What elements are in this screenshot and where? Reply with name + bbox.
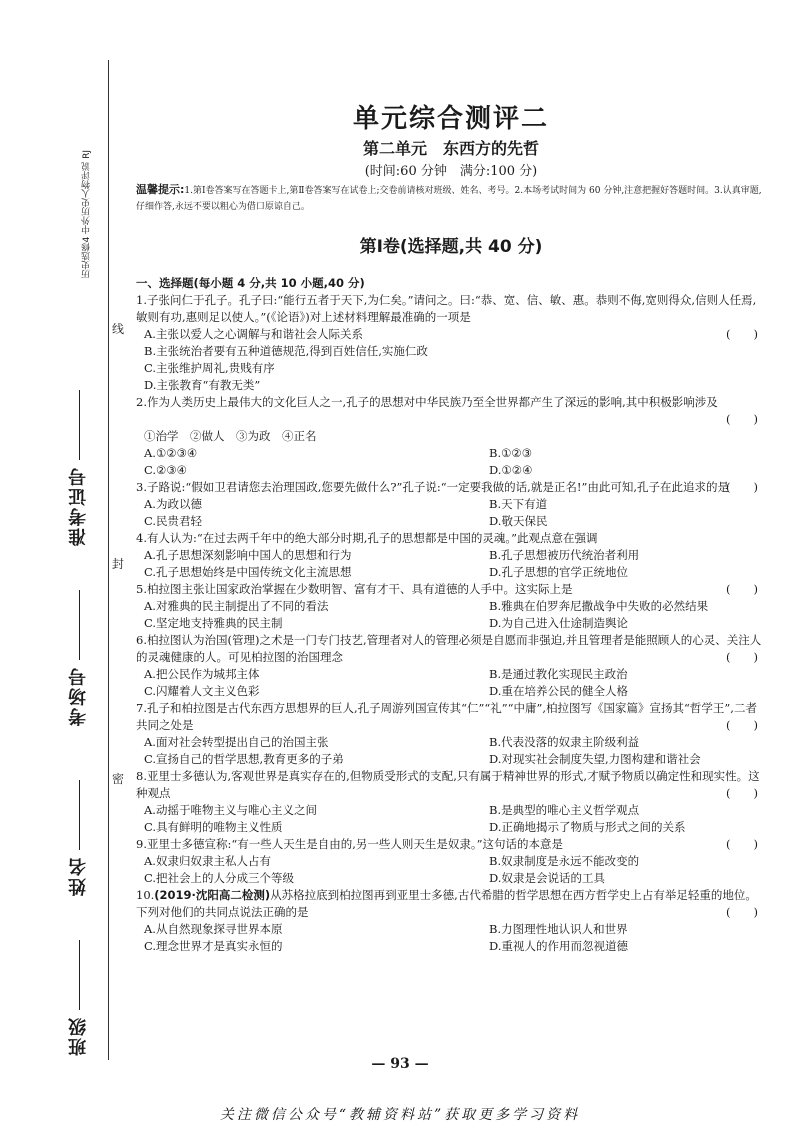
question-6 [136, 632, 766, 700]
exam-room-field[interactable]: 考场号 [66, 590, 96, 726]
option[interactable]: A.把公民作为城邦主体 [144, 667, 260, 681]
options [136, 853, 766, 887]
question-stem: 8.亚里士多德认为,客观世界是真实存在的,但物质受形式的支配,只有属于精神世界的形式,才赋予物质以确定性和现实性。这种观点 [136, 769, 760, 800]
exam-id-field[interactable]: 准考证号 [66, 390, 96, 546]
question-4 [136, 530, 766, 581]
question-stem: 9.亚里士多德宣称:“有一些人天生是自由的,另一些人则天生是奴隶。”这句话的本意是 ( ) [136, 837, 758, 851]
option[interactable]: D.孔子思想的官学正统地位 [489, 565, 628, 579]
answer-blank[interactable]: ( ) [726, 837, 758, 851]
name-field[interactable]: 姓名 [66, 780, 96, 896]
answer-blank[interactable]: ( ) [726, 905, 758, 919]
answer-blank[interactable]: ( ) [726, 582, 758, 596]
cut-mark-secret: 密 [112, 772, 125, 786]
tips-label: 温馨提示: [136, 183, 185, 196]
question-8 [136, 768, 766, 836]
answer-blank[interactable]: ( ) [726, 327, 758, 341]
option[interactable]: A.动摇于唯物主义与唯心主义之间 [144, 803, 317, 817]
question-7 [136, 700, 766, 768]
option[interactable]: C.闪耀着人文主义色彩 [144, 684, 260, 698]
statement-list: ①治学 ②做人 ③为政 ④正名 [144, 429, 317, 443]
option[interactable]: D.为自己进入仕途制造舆论 [489, 616, 628, 630]
question-10 [136, 887, 766, 955]
option[interactable]: B.是通过教化实现民主政治 [489, 667, 628, 681]
option[interactable]: C.具有鲜明的唯物主义性质 [144, 820, 283, 834]
option[interactable]: C.孔子思想始终是中国传统文化主流思想 [144, 565, 352, 579]
question-3 [136, 479, 766, 530]
option[interactable]: B.天下有道 [489, 497, 548, 511]
option[interactable]: D.敬天保民 [489, 514, 548, 528]
question-5 [136, 581, 766, 632]
exam-meta: (时间:60 分钟 满分:100 分) [364, 164, 538, 179]
answer-blank[interactable]: ( ) [726, 650, 758, 664]
answer-blank[interactable]: ( ) [726, 412, 758, 426]
option[interactable]: A.奴隶归奴隶主私人占有 [144, 854, 271, 868]
options [136, 326, 766, 394]
options [136, 734, 766, 768]
option[interactable]: C.民贵君轻 [144, 514, 203, 528]
option[interactable]: C.把社会上的人分成三个等级 [144, 871, 295, 885]
option[interactable]: D.正确地揭示了物质与形式之间的关系 [489, 820, 686, 834]
question-stem: 2.作为人类历史上最伟大的文化巨人之一,孔子的思想对中华民族乃至全世界都产生了深远的影响,其中积极影响涉及 [136, 395, 718, 409]
options [136, 802, 766, 836]
page-title: 单元综合测评二 [352, 104, 549, 134]
option[interactable]: D.重视人的作用而忽视道德 [489, 939, 628, 953]
option[interactable]: D.奴隶是会说话的工具 [489, 871, 605, 885]
option[interactable]: B.雅典在伯罗奔尼撒战争中失败的必然结果 [489, 599, 709, 613]
option[interactable]: C.理念世界才是真实永恒的 [144, 939, 283, 953]
question-stem: 7.孔子和柏拉图是古代东西方思想界的巨人,孔子周游列国宣传其“仁”“礼”“中庸”,柏拉图写《国家篇》宣扬其“哲学王”,二者共同之处是 [136, 701, 757, 732]
option[interactable]: D.对现实社会制度失望,力图构建和谐社会 [489, 752, 701, 766]
option[interactable]: A.面对社会转型提出自己的治国主张 [144, 735, 329, 749]
options [136, 547, 766, 581]
options [136, 921, 766, 955]
option[interactable]: B.孔子思想被历代统治者利用 [489, 548, 640, 562]
option[interactable]: A.从自然现象探寻世界本原 [144, 922, 283, 936]
answer-blank[interactable]: ( ) [726, 718, 758, 732]
cut-mark-seal: 封 [112, 557, 125, 571]
answer-blank[interactable]: ( ) [726, 786, 758, 800]
options [136, 445, 766, 479]
question-1 [136, 292, 766, 394]
question-stem: 1.子张问仁于孔子。孔子曰:“能行五者于天下,为仁矣。”请问之。曰:“恭、宽、信、敏、惠。恭则不侮,宽则得众,信则人任焉,敏则有功,惠则足以使人。”(《论语》)对上述材料理解最准确的一项是 [136, 293, 757, 324]
question-stem: 3.子路说:“假如卫君请您去治理国政,您要先做什么?”孔子说:“一定要我做的话,就是正名!”由此可知,孔子在此追求的是 [136, 480, 729, 494]
option[interactable]: B.奴隶制度是永远不能改变的 [489, 854, 640, 868]
option[interactable]: C.主张维护周礼,贵贱有序 [144, 361, 275, 375]
option[interactable]: B.是典型的唯心主义哲学观点 [489, 803, 640, 817]
option[interactable]: A.孔子思想深刻影响中国人的思想和行为 [144, 548, 352, 562]
tips-text: 1.第Ⅰ卷答案写在答题卡上,第Ⅱ卷答案写在试卷上;交卷前请核对班级、姓名、考号。2.本场考试时间为 60 分钟,注意把握好答题时间。3.认真审题,仔细作答,永远不要以粗心为借口原谅自己。 [136, 186, 762, 212]
option[interactable]: A.对雅典的民主制提出了不同的看法 [144, 599, 329, 613]
section-heading: 一、选择题(每小题 4 分,共 10 小题,40 分) [136, 276, 365, 290]
question-2 [136, 394, 766, 479]
question-stem: 6.柏拉图认为治国(管理)之术是一门专门技艺,管理者对人的管理必须是自愿而非强迫,并且管理者是能照顾人的心灵、关注人的灵魂健康的人。可见柏拉图的治国理念 [136, 633, 762, 664]
option[interactable]: B.主张统治者要有五种道德规范,得到百姓信任,实施仁政 [144, 344, 428, 358]
options [136, 598, 766, 632]
subject-label: 历史选修4 中外历史人物评说 RJ [82, 150, 92, 279]
binding-line [108, 60, 109, 1060]
option[interactable]: A.主张以爱人之心调解与和谐社会人际关系 [144, 327, 363, 341]
option[interactable]: C.②③④ [144, 463, 187, 477]
option[interactable]: A.为政以德 [144, 497, 202, 511]
volume-title: 第Ⅰ卷(选择题,共 40 分) [359, 237, 543, 257]
footer-note: 关注微信公众号“教辅资料站”获取更多学习资料 [219, 1107, 581, 1123]
option[interactable]: B.①②③ [489, 446, 533, 460]
option[interactable]: A.①②③④ [144, 446, 198, 460]
question-source: (2019·沈阳高二检测) [154, 888, 271, 902]
option[interactable]: D.①②④ [489, 463, 533, 477]
tips [136, 182, 766, 215]
option[interactable]: D.主张教育“有教无类” [144, 378, 261, 392]
option[interactable]: D.重在培养公民的健全人格 [489, 684, 628, 698]
question-list [136, 275, 766, 955]
option[interactable]: C.坚定地支持雅典的民主制 [144, 616, 283, 630]
question-stem: 10.(2019·沈阳高二检测)从苏格拉底到柏拉图再到亚里士多德,古代希腊的哲学思想在西方哲学史上占有举足轻重的地位。下列对他们的共同点说法正确的是 [136, 888, 757, 919]
cut-mark-line: 线 [112, 322, 125, 336]
question-stem: 5.柏拉图主张让国家政治掌握在少数明智、富有才干、具有道德的人手中。这实际上是 ( ) [136, 582, 758, 596]
unit-subtitle: 第二单元 东西方的先哲 [362, 139, 539, 158]
options [136, 496, 766, 530]
question-stem: 4.有人认为:“在过去两千年中的绝大部分时期,孔子的思想都是中国的灵魂。”此观点意在强调 [136, 531, 598, 545]
page-number: — 93 — [371, 1056, 429, 1072]
option[interactable]: B.代表没落的奴隶主阶级利益 [489, 735, 640, 749]
answer-blank[interactable]: ( ) [726, 480, 758, 494]
class-field[interactable]: 班级 [66, 940, 96, 1056]
options [136, 666, 766, 700]
question-9 [136, 836, 766, 887]
option[interactable]: C.宣扬自己的哲学思想,教育更多的子弟 [144, 752, 344, 766]
option[interactable]: B.力图理性地认识人和世界 [489, 922, 628, 936]
